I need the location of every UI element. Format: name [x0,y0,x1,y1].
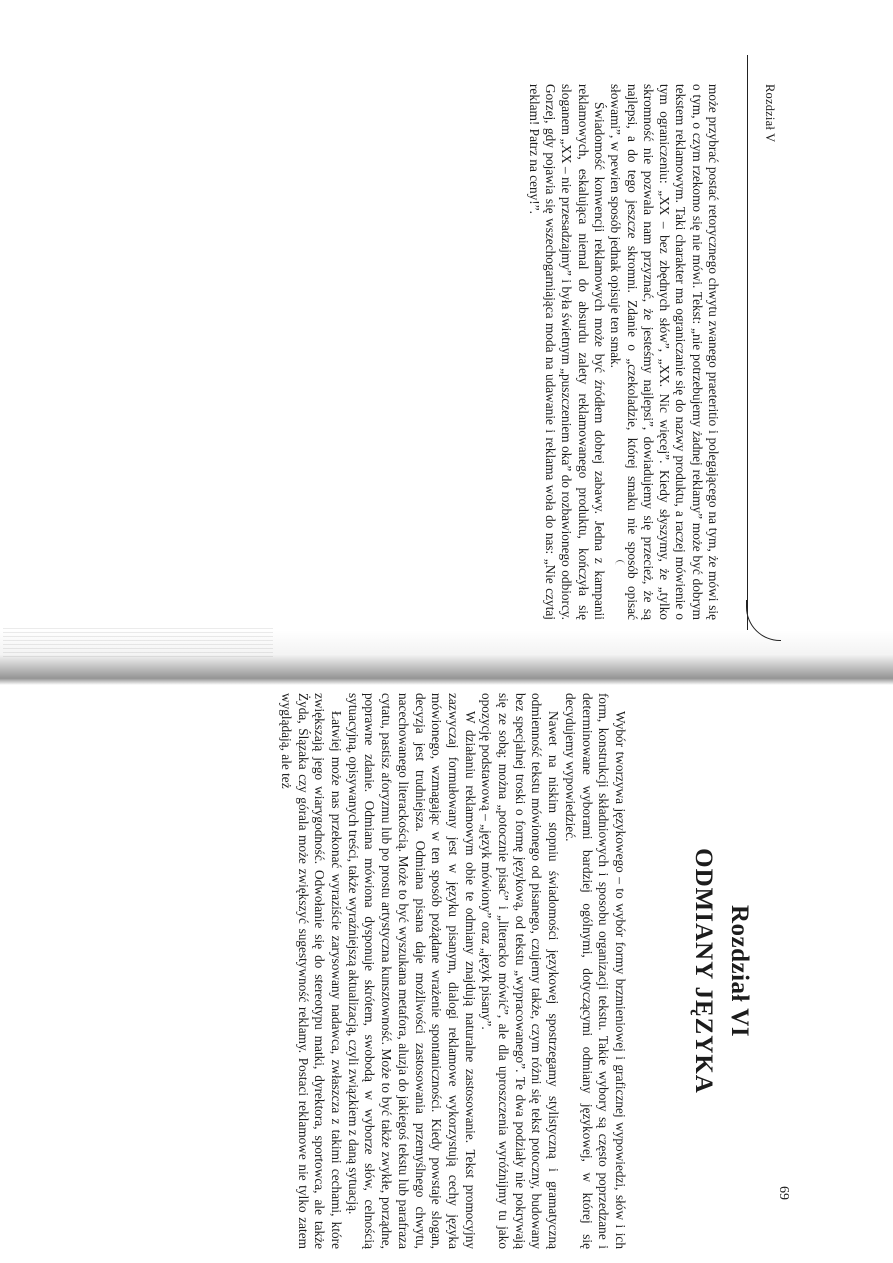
running-head: Rozdział V [763,84,777,143]
right-page-text [277,693,628,1249]
left-paragraph-2: Świadomość konwencji reklamowych może być źródłem dobrej zabawy. Jedna z kampanii reklamowych, eskalująca niemal do absurdu zalety reklamowanego produktu, kończyła się sloganem „XX – nie przesadzajmy” i była świetnym „puszczeniem oka” do rozbawionego odbiorcy. Gorzej, gdy pojawia się wszechogarniająca moda na udawanie i reklama woła do nas: „Nie czytaj reklam! Patrz na ceny!”. [526,84,607,620]
pen-mark [615,560,625,571]
left-page-text [525,84,721,620]
right-paragraph-4: Łatwiej może nas przekonać wyraziście zarysowany nadawca, zwłaszcza z takimi cechami, które zwiększają jego wiarygodność. Odwołanie się do stereotypu matki, dyrektora, sportowca, ale także Żyda, Ślązaka czy górala może zwiększyć sugestywność reklamy. Postaci reklamowe nie tylko zatem wyglądają, ale też [278,693,345,1249]
header-rule [747,55,748,630]
right-paragraph-2: Nawet na niskim stopniu świadomości językowej spostrzegamy stylistyczną i gramatyczną odmienność tekstu mówionego od pisanego, czujemy także, czym różni się tekst potoczny, budowany bez specjalnej troski o formę językową, od tekstu „wypracowanego”. Te dwa podziały nie pokrywają się ze sobą; można „potocznie pisać” i „literacko mówić”, ale dla uproszczenia wyróżnijmy tu jako opozycję podstawową – „język mówiony” oraz „język pisany”. [479,693,562,1249]
scan-noise [3,628,273,658]
chapter-number: Rozdział VI [726,904,753,1038]
left-paragraph-1: może przybrać postać retorycznego chwytu zwanego praeteritio i polegającego na tym, że mówi się o tym, o czym rzekomo się nie mówi. Tekst: „nie potrzebujemy żadnej reklamy” może być dobrym tekstem reklamowym. Taki charakter ma ograniczanie się do nazwy produktu, a raczej mówienie o tym ograniczeniu: „XX – bez zbędnych słów”, „XX. Nic więcej”. Kiedy słyszymy, że „tylko skromność nie pozwala nam przyznać, że jesteśmy najlepsi”, dowiadujemy się przecież, że są najlepsi, a do tego jeszcze skromni. Zdanie o „czekoladzie, której smaku nie sposób opisać słowami”, w pewien sposób jednak opisuje ten smak. [608,84,721,620]
right-paragraph-3: W działaniu reklamowym obie te odmiany znajdują naturalne zastosowanie. Tekst promocyjny zazwyczaj formułowany jest w języku pisanym, dialogi reklamowe wykorzystują cechy języka mówionego, wzmagając w ten sposób pożądane wrażenie spontaniczności. Kiedy powstaje slogan, decyzja jest trudniejsza. Odmiana pisana daje możliwości zastosowania przemyślnego chwytu, nacechowanego literackością. Może to być wyszukana metafora, aluzja do jakiegoś tekstu lub parafraza cytatu, pastisz aforyzmu lub po prostu artystyczna kunsztowność. Może to być także zwykłe, porządne, poprawne zdanie. Odmiana mówiona dysponuje skrótem, swobodą w wyborze słów, celnością sytuacyjną, opisywanych treści, także wyraźniejszą aktualizacją, czyli związkiem z daną sytuacją. [345,693,478,1249]
right-paragraph-1: Wybór tworzywa językowego – to wybór formy brzmieniowej i graficznej wypowiedzi, słów i ich form, konstrukcji składniowych i sposobu organizacji tekstu. Takie wybory są często poprzedzane i determinowane wyborami bardziej ogólnymi, dotyczącymi odmiany językowej, w której się decydujemy wypowiedzieć. [562,693,628,1249]
page-number: 69 [776,1186,791,1200]
chapter-title: ODMIANY JĘZYKA [690,848,717,1094]
